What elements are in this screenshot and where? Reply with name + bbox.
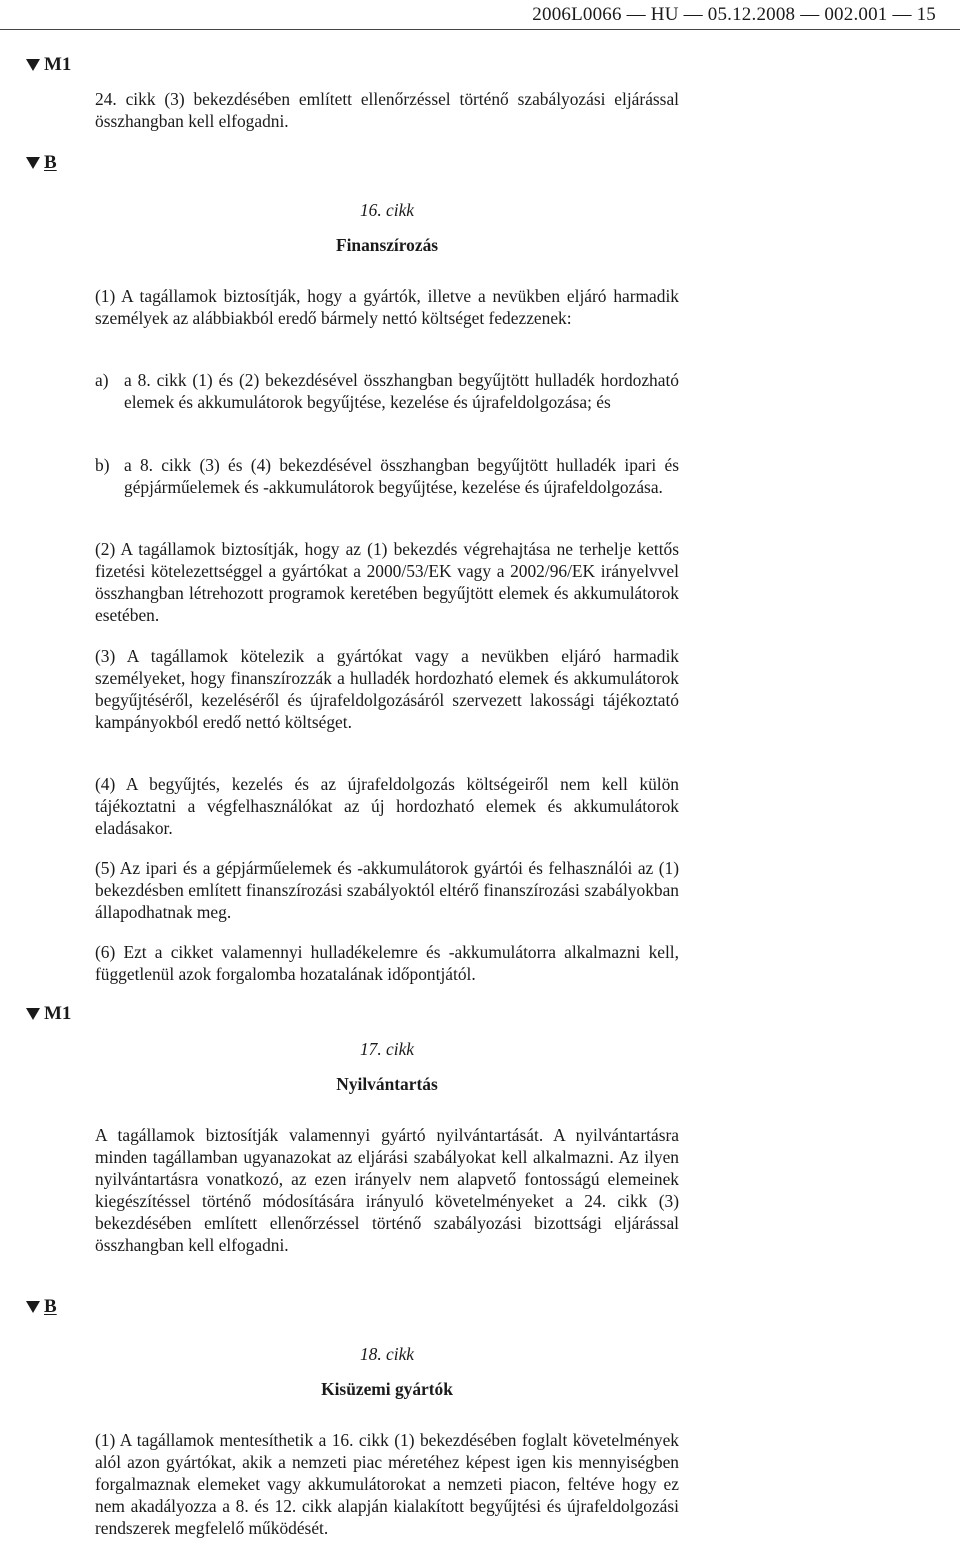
amendment-marker <box>26 54 71 76</box>
article-title: Nyilvántartás <box>336 1074 438 1094</box>
amendment-marker <box>26 1003 71 1025</box>
triangle-down-icon <box>26 1008 40 1020</box>
triangle-down-icon <box>26 59 40 71</box>
header-reference: 2006L0066 — HU — 05.12.2008 — 002.001 — 15 <box>532 4 936 25</box>
amendment-marker <box>26 1296 57 1318</box>
list-item <box>95 454 679 498</box>
page-header <box>0 0 960 30</box>
marker-label: B <box>44 152 57 173</box>
intro-paragraph: 24. cikk (3) bekezdésében említett ellenőrzéssel történő szabályozási eljárással összhangban kell elfogadni. <box>95 89 679 131</box>
marker-label: M1 <box>44 1003 72 1024</box>
list-item <box>95 369 679 413</box>
paragraph-4: (4) A begyűjtés, kezelés és az újrafeldolgozás költségeiről nem kell külön tájékoztatni a végfelhasználókat az új hordozható elemek és akkumulátorok eladásakor. <box>95 774 679 838</box>
article-title: Finanszírozás <box>335 235 439 255</box>
list-item-text: a 8. cikk (1) és (2) bekezdésével összhangban begyűjtött hulladék hordozható elemek és akkumulátorok begyűjtése, kezelése és újrafeldolgozása; és <box>124 370 679 412</box>
amendment-marker <box>26 152 57 174</box>
article-number: 16. cikk <box>359 200 415 220</box>
article-number: 17. cikk <box>359 1039 415 1059</box>
marker-label: B <box>44 1296 57 1317</box>
header-rule <box>0 29 960 30</box>
paragraph-5: (5) Az ipari és a gépjárműelemek és -akkumulátorok gyártói és felhasználói az (1) bekezdésben említett finanszírozási szabályoktól eltérő finanszírozási szabályokban állapodhatnak meg. <box>95 858 679 922</box>
paragraph-1: (1) A tagállamok biztosítják, hogy a gyártók, illetve a nevükben eljáró harmadik személyek az alábbiakból eredő bármely nettó költséget fedezzenek: <box>95 286 679 328</box>
triangle-down-icon <box>26 157 40 169</box>
paragraph-2: (2) A tagállamok biztosítják, hogy az (1) bekezdés végrehajtása ne terhelje kettős fizetési kötelezettséggel a gyártókat a 2000/53/EK vagy a 2002/96/EK irányelvvel összhangban létrehozott programok keretében begyűjtött elemek és akkumulátorok esetében. <box>95 539 679 625</box>
article-18-paragraph: (1) A tagállamok mentesíthetik a 16. cikk (1) bekezdésében foglalt követelmények alól azon gyártókat, akik a nemzeti piac méretéhez képest igen kis mennyiségben forgalmaznak elemeket vagy akkumulátorokat a nemzeti piacon, feltéve hogy ez nem akadályozza a 8. és 12. cikk alapján kialakított begyűjtési és újrafeldolgozási rendszerek megfelelő működését. <box>95 1430 679 1538</box>
triangle-down-icon <box>26 1301 40 1313</box>
article-17-paragraph: A tagállamok biztosítják valamennyi gyártó nyilvántartását. A nyilvántartásra minden tagállamban ugyanazokat az eljárási szabályokat kell alkalmazni. Az ilyen nyilvántartásra vonatkozó, az ezen irányelv nem alapvető fontosságú elemeinek kiegészítéssel történő módosítására irányuló követelményeket a 24. cikk (3) bekezdésében említett ellenőrzéssel történő szabályozási bizottsági eljárással összhangban kell elfogadni. <box>95 1125 679 1255</box>
article-number: 18. cikk <box>359 1344 415 1364</box>
paragraph-3: (3) A tagállamok kötelezik a gyártókat vagy a nevükben eljáró harmadik személyeket, hogy finanszírozzák a hulladék hordozható elemek és akkumulátorok begyűjtéséről, kezeléséről és újrafeldolgozásáról szervezett lakossági tájékoztató kampányokból eredő nettó költséget. <box>95 646 679 732</box>
list-item-label: b) <box>95 455 110 475</box>
marker-label: M1 <box>44 54 72 75</box>
article-title: Kisüzemi gyártók <box>321 1379 453 1399</box>
list-item-label: a) <box>95 370 109 390</box>
list-item-text: a 8. cikk (3) és (4) bekezdésével összhangban begyűjtött hulladék ipari és gépjárműelemek és -akkumulátorok begyűjtése, kezelése és újrafeldolgozása. <box>124 455 679 497</box>
paragraph-6: (6) Ezt a cikket valamennyi hulladékelemre és -akkumulátorra alkalmazni kell, függetlenül azok forgalomba hozatalának időpontjától. <box>95 942 679 984</box>
